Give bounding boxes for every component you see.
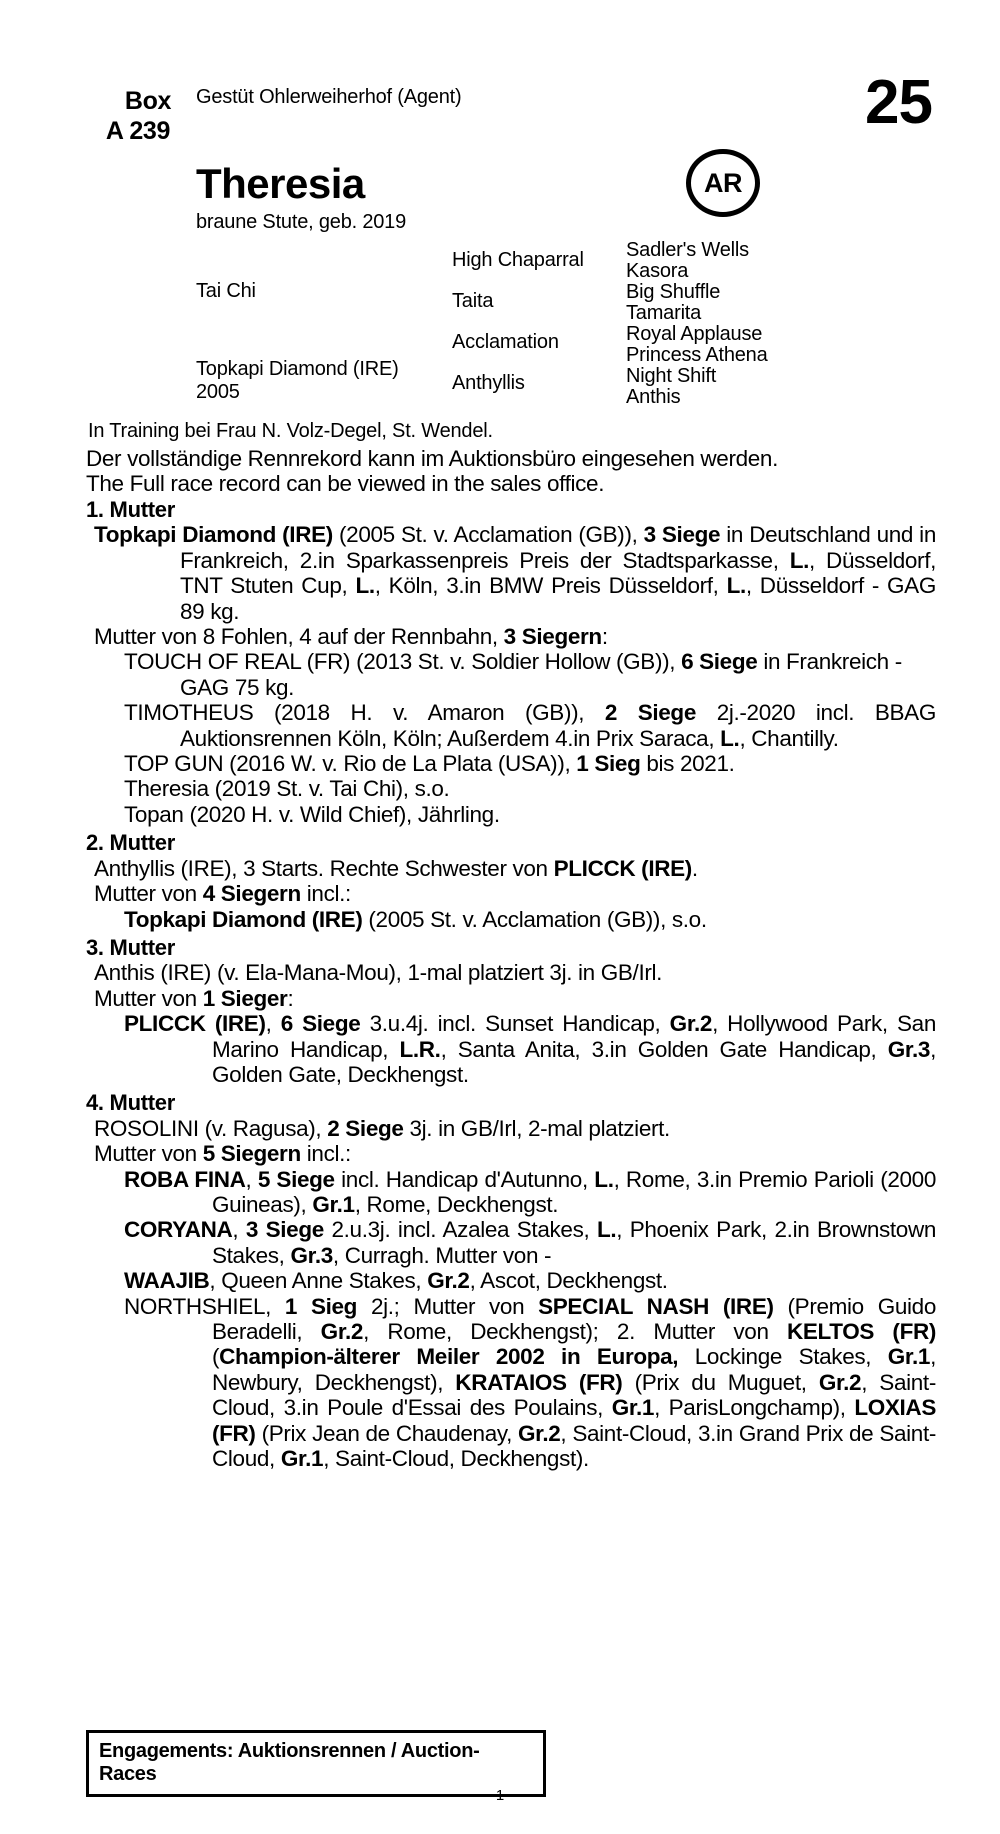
page-number: 1: [495, 1787, 505, 1804]
dam2-line-1: Anthyllis (IRE), 3 Starts. Rechte Schwester von PLICCK (IRE).: [94, 855, 698, 881]
dam4-line-2: Mutter von 5 Siegern incl.:: [94, 1141, 351, 1167]
lot-number: 25: [865, 68, 932, 137]
dam-sections: [86, 497, 936, 1471]
dam1-produce-4: Theresia (2019 St. v. Tai Chi), s.o.: [124, 776, 450, 802]
horse-name: Theresia: [196, 160, 365, 207]
pedigree-sire: Tai Chi: [196, 280, 256, 302]
page-header: [0, 0, 1000, 160]
pedigree-g3-4: Tamarita: [626, 302, 702, 324]
pedigree-sire-sire: High Chaparral: [452, 249, 584, 271]
box-label: Box: [124, 87, 172, 115]
pedigree-dam-year: 2005: [196, 381, 240, 403]
notice-german: Der vollständige Rennrekord kann im Auktionsbüro eingesehen werden.: [86, 446, 778, 471]
pedigree-dam-sire: Acclamation: [452, 331, 559, 353]
dam3-line-2: Mutter von 1 Sieger:: [94, 985, 294, 1011]
dam2-line-3: Topkapi Diamond (IRE) (2005 St. v. Acclamation (GB)), s.o.: [124, 906, 707, 932]
notice-english: The Full race record can be viewed in the sales office.: [86, 471, 605, 496]
pedigree-table: [196, 239, 896, 408]
dam-heading-2: 2. Mutter: [86, 830, 175, 856]
race-record-notice: [86, 446, 926, 496]
pedigree-g3-5: Royal Applause: [626, 323, 763, 345]
pedigree-dam-dam: Anthyllis: [452, 372, 525, 394]
dam1-produce-intro: Mutter von 8 Fohlen, 4 auf der Rennbahn, 3 Siegern:: [94, 624, 608, 650]
pedigree-sire-dam: Taita: [452, 290, 494, 312]
pedigree-g3-2: Kasora: [626, 260, 689, 282]
dam1-name: Topkapi Diamond (IRE): [94, 522, 333, 548]
dam1-produce-1: TOUCH OF REAL (FR) (2013 St. v. Soldier Hollow (GB)), 6 Siege in Frankreich - GAG 75 kg.: [124, 649, 902, 700]
pedigree-dam: Topkapi Diamond (IRE): [196, 358, 399, 380]
dam4-produce-3: WAAJIB, Queen Anne Stakes, Gr.2, Ascot, Deckhengst.: [124, 1268, 668, 1294]
dam1-produce-3: TOP GUN (2016 W. v. Rio de La Plata (USA)), 1 Sieg bis 2021.: [124, 751, 735, 777]
ar-badge: AR: [686, 149, 760, 217]
horse-description: braune Stute, geb. 2019: [196, 211, 407, 233]
box-number: A 239: [105, 117, 171, 145]
training-note: In Training bei Frau N. Volz-Degel, St. Wendel.: [88, 420, 493, 442]
pedigree-g3-8: Anthis: [626, 386, 681, 408]
dam1-produce-5: Topan (2020 H. v. Wild Chief), Jährling.: [124, 801, 500, 827]
pedigree-g3-3: Big Shuffle: [626, 281, 721, 303]
dam4-produce-1: ROBA FINA, 5 Siege incl. Handicap d'Autunno, L., Rome, 3.in Premio Parioli (2000 Guineas), Gr.1, Rome, Deckhengst.: [124, 1166, 936, 1217]
dam4-line-1: ROSOLINI (v. Ragusa), 2 Siege 3j. in GB/Irl, 2-mal platziert.: [94, 1115, 670, 1141]
engagements-box: Engagements: Auktionsrennen / Auction-Races: [86, 1730, 546, 1797]
dam-heading-1: 1. Mutter: [86, 497, 175, 522]
dam2-line-2: Mutter von 4 Siegern incl.:: [94, 881, 351, 907]
dam3-line-1: Anthis (IRE) (v. Ela-Mana-Mou), 1-mal platziert 3j. in GB/Irl.: [94, 960, 663, 986]
pedigree-g3-7: Night Shift: [626, 365, 717, 387]
pedigree-g3-1: Sadler's Wells: [626, 239, 749, 261]
dam-heading-3: 3. Mutter: [86, 934, 175, 960]
consignor-name: Gestüt Ohlerweiherhof (Agent): [196, 86, 462, 108]
dam1-main-entry: Topkapi Diamond (IRE) (2005 St. v. Acclamation (GB)), 3 Siege in Deutschland und in Frankreich, 2.in Sparkassenpreis Preis der Stadtsparkasse, L., Düsseldorf, TNT Stuten Cup, L., Köln, 3.in BMW Preis Düsseldorf, L., Düsseldorf - GAG 89 kg.: [94, 522, 937, 624]
dam4-produce-4: NORTHSHIEL, 1 Sieg 2j.; Mutter von SPECIAL NASH (IRE) (Premio Guido Beradelli, Gr.2, Rome, Deckhengst); 2. Mutter von KELTOS (FR) (Champion-älterer Meiler 2002 in Europa, Lockinge Stakes, Gr.1, Newbury, Deckhengst), KRATAIOS (FR) (Prix du Muguet, Gr.2, Saint-Cloud, 3.in Poule d'Essai des Poulains, Gr.1, ParisLongchamp), LOXIAS (FR) (Prix Jean de Chaudenay, Gr.2, Saint-Cloud, 3.in Grand Prix de Saint-Cloud, Gr.1, Saint-Cloud, Deckhengst).: [124, 1293, 937, 1472]
dam3-line-3: PLICCK (IRE), 6 Siege 3.u.4j. incl. Sunset Handicap, Gr.2, Hollywood Park, San Marino Handicap, L.R., Santa Anita, 3.in Golden Gate Handicap, Gr.3, Golden Gate, Deckhengst.: [124, 1011, 936, 1087]
dam-heading-4: 4. Mutter: [86, 1090, 175, 1116]
pedigree-g3-6: Princess Athena: [626, 344, 768, 366]
dam1-produce-2: TIMOTHEUS (2018 H. v. Amaron (GB)), 2 Siege 2j.-2020 incl. BBAG Auktionsrennen Köln, Köln; Außerdem 4.in Prix Saraca, L., Chantilly.: [124, 700, 936, 751]
dam4-produce-2: CORYANA, 3 Siege 2.u.3j. incl. Azalea Stakes, L., Phoenix Park, 2.in Brownstown Stakes, Gr.3, Curragh. Mutter von -: [124, 1217, 937, 1268]
